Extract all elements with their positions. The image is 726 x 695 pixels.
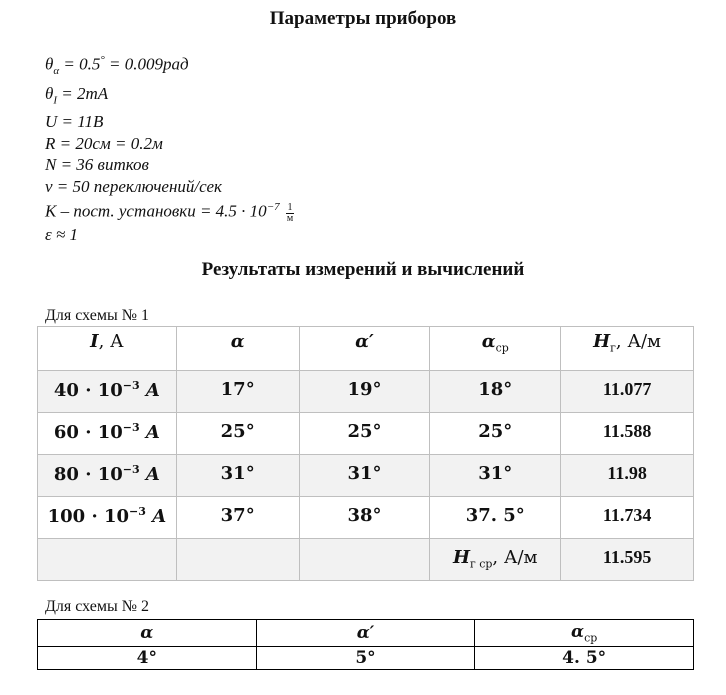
cell-alpha: 25° [176,413,299,455]
header-alpha-avg: $\alpha_{ср}$ [475,620,694,647]
cell-h: 11.077 [561,371,694,413]
cell-alpha: 17° [176,371,299,413]
results-table-2 [37,619,694,670]
cell-alpha-avg: 31° [430,455,561,497]
results-table-1 [37,326,694,581]
cell-alpha: 37° [176,497,299,539]
params-title: Параметры приборов [269,8,457,29]
param-eps: ε ≈ 1 [45,224,79,244]
cell-alpha-avg: 18° [430,371,561,413]
cell-h: 11.98 [561,455,694,497]
table-avg-row [38,539,694,581]
param-nu: ν = 50 переключений/сек [45,176,222,196]
cell-alpha-prime: 19° [299,371,430,413]
param-theta-i: $\theta_I = 2mA$ [45,83,109,106]
header-alpha-prime: α′ [299,327,430,371]
table-header-row [38,327,694,371]
cell-empty [299,539,430,581]
cell-alpha: 31° [176,455,299,497]
cell-alpha-prime: 38° [299,497,430,539]
params-list [45,50,294,245]
param-k: K – пост. установки = $4.5 \cdot 10^{-7}$ $\frac{1}{м}$ [45,201,294,224]
table-row [38,371,694,413]
cell-alpha-prime: 31° [299,455,430,497]
cell-alpha-prime: 5° [256,647,475,670]
cell-current: $60 \cdot 10^{-3}$ A [38,413,177,455]
param-theta-alpha: $\theta_\alpha = 0.5^\circ = 0.009рад$ [45,54,189,78]
results-title: Результаты измерений и вычислений [201,259,525,280]
header-alpha: α [38,620,257,647]
table-row [38,497,694,539]
cell-current: $40 \cdot 10^{-3}$ A [38,371,177,413]
cell-h-avg-value: 11.595 [561,539,694,581]
cell-empty [38,539,177,581]
table-row [38,647,694,670]
table1-caption: Для схемы № 1 [45,307,149,324]
header-current: I, А [38,327,177,371]
fraction: $\frac{1}{м}$ [286,201,294,224]
table2-caption: Для схемы № 2 [45,598,149,615]
header-alpha-prime: α′ [256,620,475,647]
param-n: N = 36 витков [45,155,149,175]
param-r: R = 20см = 0.2м [45,133,163,153]
table-header-row [38,620,694,647]
cell-alpha-avg: 25° [430,413,561,455]
param-u: U = 11B [45,112,104,132]
cell-h-avg-label: $H_{г ср}$, А/м [430,539,561,581]
table-row [38,455,694,497]
cell-alpha-avg: 4. 5° [475,647,694,670]
cell-alpha-avg: 37. 5° [430,497,561,539]
header-alpha: α [176,327,299,371]
header-h: $H_г$, А/м [561,327,694,371]
cell-h: 11.588 [561,413,694,455]
table-row [38,413,694,455]
cell-current: $80 \cdot 10^{-3}$ A [38,455,177,497]
header-alpha-avg: $\alpha_{ср}$ [430,327,561,371]
cell-alpha: 4° [38,647,257,670]
cell-h: 11.734 [561,497,694,539]
cell-empty [176,539,299,581]
cell-alpha-prime: 25° [299,413,430,455]
cell-current: $100 \cdot 10^{-3}$ A [38,497,177,539]
